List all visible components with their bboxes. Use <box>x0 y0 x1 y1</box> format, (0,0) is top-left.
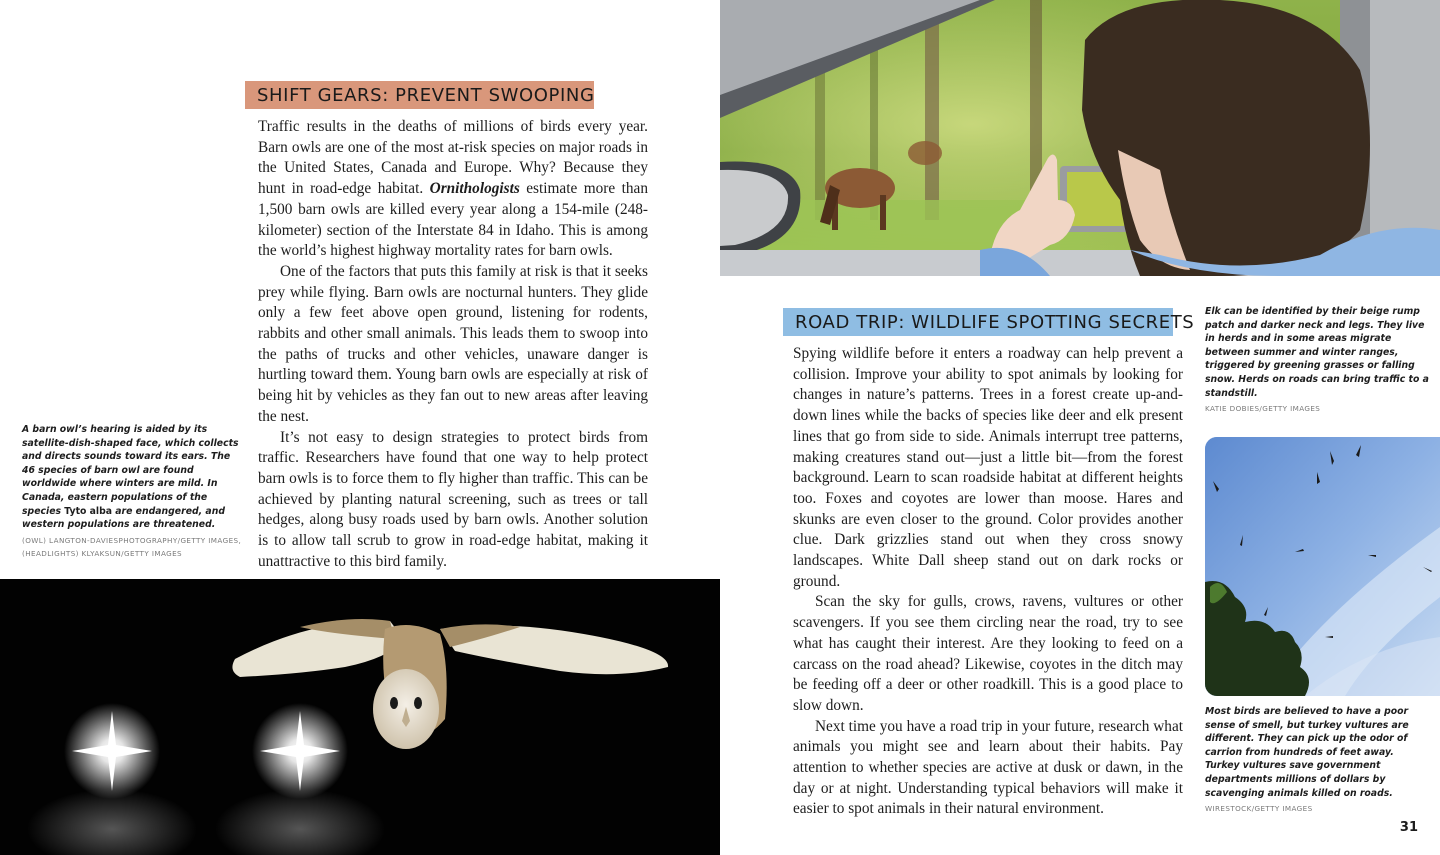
owl-photo <box>0 579 720 855</box>
page-number: 31 <box>1399 820 1418 835</box>
section-heading-prevent-swooping: SHIFT GEARS: PREVENT SWOOPING <box>245 81 594 109</box>
vultures-photo-illustration <box>1205 437 1440 696</box>
paragraph: Traffic results in the deaths of millions of birds every year. Barn owls are one of the most at-risk species on major roads in the United States, Canada and Europe. Why? Because they hunt in road-edge habitat. Ornithologists estimate more than 1,500 barn owls are killed every year along a 154-mile (248-kilometer) section of the Interstate 84 in Idaho. This is among the world’s highest highway mortality rates for barn owls. <box>258 118 648 260</box>
elk-photo-illustration <box>720 0 1440 276</box>
glossary-term: Ornithologists <box>429 180 520 198</box>
paragraph: It’s not easy to design strategies to protect birds from traffic. Researchers have found that one way to help protect barn owls is to force them to fly higher than traffic. This can be achieved by planting natural screening, such as trees or tall hedges, along busy roads used by barn owls. Another solution is to allow tall scrub to grow in road-edge habitat, making it unattractive to this bird family. <box>258 428 648 570</box>
paragraph: Next time you have a road trip in your future, research what animals you might see and learn about their habits. Pay attention to whether species are active at dusk or dawn, in the day or at night. Understanding typical behaviors will make it easier to spot animals in their natural environment. <box>793 717 1183 818</box>
left-article-body <box>258 117 648 572</box>
section-heading-wildlife-spotting: ROAD TRIP: WILDLIFE SPOTTING SECRETS <box>783 308 1173 336</box>
owl-photo-illustration <box>0 579 720 855</box>
right-article-body <box>793 344 1183 820</box>
owl-caption: A barn owl’s hearing is aided by its satellite-dish-shaped face, which collects and directs sounds toward its ears. The 46 species of barn owl are found worldwide where winters are mild. In Canada, eastern populations of the species Tyto alba are endangered, and western populations are threatened. (OWL) LANGTON-DAVIESPHOTOGRAPHY/GETTY IMAGES, (HEADLIGHTS) KLYAKSUN/GETTY IMAGES <box>22 423 244 560</box>
photo-credit: WIRESTOCK/GETTY IMAGES <box>1205 804 1313 814</box>
vultures-photo <box>1205 437 1440 696</box>
vultures-caption: Most birds are believed to have a poor sense of smell, but turkey vultures are different. They can pick up the odor of carrion from hundreds of feet away. Turkey vultures save government departments millions of dollars by scavenging animals killed on roads. WIRESTOCK/GETTY IMAGES <box>1205 705 1430 815</box>
photo-credit: (OWL) LANGTON-DAVIESPHOTOGRAPHY/GETTY IMAGES, <box>22 535 242 545</box>
elk-caption: Elk can be identified by their beige rump patch and darker neck and legs. They live in herds and in some areas migrate between summer and winter ranges, triggered by greening grasses or falling snow. Herds on roads can bring traffic to a standstill. KATIE DOBIES/GETTY IMAGES <box>1205 306 1429 414</box>
photo-credit: KATIE DOBIES/GETTY IMAGES <box>1205 404 1321 414</box>
paragraph: One of the factors that puts this family at risk is that it seeks prey while flying. Barn owls are nocturnal hunters. They glide only a few feet above open ground, listening for rodents, rabbits and other small animals. This leads them to swoop into the paths of trucks and other vehicles, unaware danger is hurtling toward them. Young barn owls are especially at risk of being hit by vehicles as they fan out to new areas after leaving the nest. <box>258 262 648 425</box>
photo-credit: (HEADLIGHTS) KLYAKSUN/GETTY IMAGES <box>22 548 183 558</box>
paragraph: Scan the sky for gulls, crows, ravens, vultures or other scavengers. If you see them circling near the road, try to see what has caught their interest. Are they looking to feed on a carcass on the road ahead? Likewise, coyotes in the ditch may be feeding off a deer or other roadkill. This is a good place to slow down. <box>793 593 1183 714</box>
paragraph: Spying wildlife before it enters a roadway can help prevent a collision. Improve your ability to spot animals by looking for changes in nature’s patterns. Trees in a forest create up-and-down lines while the backs of species like deer and elk present lines that go from side to side. Animals interrupt tree patterns, making creatures stand out—just a little bit—from the forest background. Learn to scan roadside habitat at different heights too. Foxes and coyotes are lower than moose. Hares and skunks are even closer to the ground. Color provides another clue. Dark grizzlies stand out when they cross snowy landscapes. White Dall sheep stand out on dark rocks or ground. <box>793 345 1183 590</box>
elk-photo <box>720 0 1440 276</box>
species-name: Tyto alba <box>64 505 113 517</box>
